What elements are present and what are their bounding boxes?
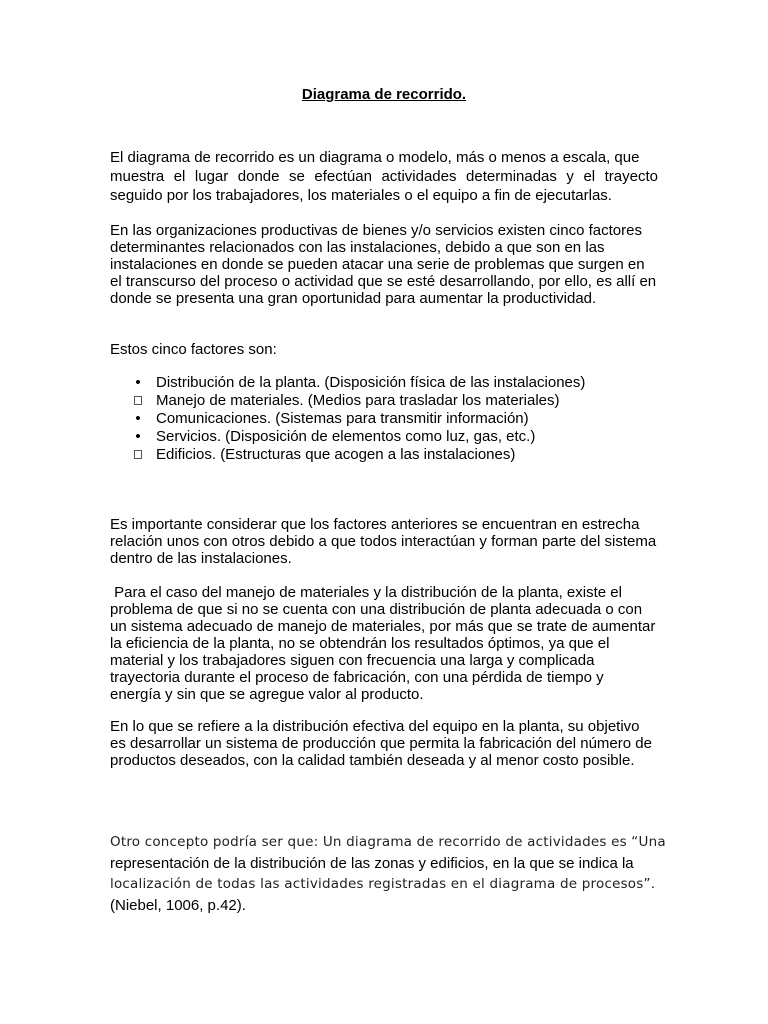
list-item bbox=[110, 392, 610, 410]
quote-line1: Otro concepto podría ser que: Un diagrama de recorrido de actividades es “Una bbox=[110, 834, 666, 850]
list-item bbox=[110, 446, 610, 464]
quote-line2: representación de la distribución de las zonas y edificios, en la que se indica la bbox=[110, 855, 634, 872]
paragraph-definition-line1: El diagrama de recorrido es un diagrama o modelo, más o menos a escala, que bbox=[110, 149, 640, 166]
quote-line3: localización de todas las actividades registradas en el diagrama de procesos”. bbox=[110, 876, 656, 892]
list-item bbox=[110, 410, 610, 428]
bullet-icon: • bbox=[135, 410, 141, 427]
missing-glyph-icon bbox=[134, 396, 142, 405]
missing-glyph-icon bbox=[134, 450, 142, 459]
paragraph-factors-intro: En las organizaciones productivas de bienes y/o servicios existen cinco factores determinantes relacionados con las instalaciones, debido a que son en las instalaciones en donde se pueden atacar una serie de problemas que surgen en el transcurso del proceso o actividad que se esté desarrollando, por ello, es allí en donde se presenta una gran oportunidad para aumentar la productividad. bbox=[110, 222, 657, 307]
paragraph-factors-lead: Estos cinco factores son: bbox=[110, 341, 277, 358]
paragraph-equipment-distribution: En lo que se refiere a la distribución efectiva del equipo en la planta, su objetivo es desarrollar un sistema de producción que permita la fabricación del número de productos deseados, con la calidad también deseada y al menor costo posible. bbox=[110, 718, 652, 769]
quote-citation: (Niebel, 1006, p.42). bbox=[110, 897, 246, 914]
paragraph-materials-handling: Para el caso del manejo de materiales y la distribución de la planta, existe el problema de que si no se cuenta con una distribución de planta adecuada o con un sistema adecuado de manejo de materiales, por más que se trate de aumentar la eficiencia de la planta, no se obtendrán los resultados óptimos, ya que el material y los trabajadores siguen con frecuencia una larga y complicada trayectoria durante el proceso de fabricación, con una pérdida de tiempo y energía y sin que se agregue valor al producto. bbox=[110, 584, 660, 703]
list-item-text: Edificios. (Estructuras que acogen a las instalaciones) bbox=[156, 446, 516, 463]
page-title: Diagrama de recorrido. bbox=[301, 86, 467, 103]
bullet-icon: • bbox=[135, 428, 141, 445]
paragraph-definition-rest: muestra el lugar donde se efectúan actividades determinadas y el trayecto seguido por los trabajadores, los materiales o el equipo a fin de ejecutarlas. bbox=[110, 168, 658, 204]
quote-block bbox=[110, 832, 670, 916]
list-item-text: Distribución de la planta. (Disposición física de las instalaciones) bbox=[156, 374, 586, 391]
factors-list bbox=[110, 374, 610, 464]
bullet-icon: • bbox=[135, 374, 141, 391]
paragraph-definition bbox=[110, 148, 658, 205]
list-item-text: Servicios. (Disposición de elementos como luz, gas, etc.) bbox=[156, 428, 536, 445]
paragraph-interrelation: Es importante considerar que los factores anteriores se encuentran en estrecha relación unos con otros debido a que todos interactúan y forman parte del sistema dentro de las instalaciones. bbox=[110, 516, 657, 567]
list-item bbox=[110, 428, 610, 446]
list-item-text: Manejo de materiales. (Medios para trasladar los materiales) bbox=[156, 392, 560, 409]
list-item bbox=[110, 374, 610, 392]
list-item-text: Comunicaciones. (Sistemas para transmitir información) bbox=[156, 410, 529, 427]
